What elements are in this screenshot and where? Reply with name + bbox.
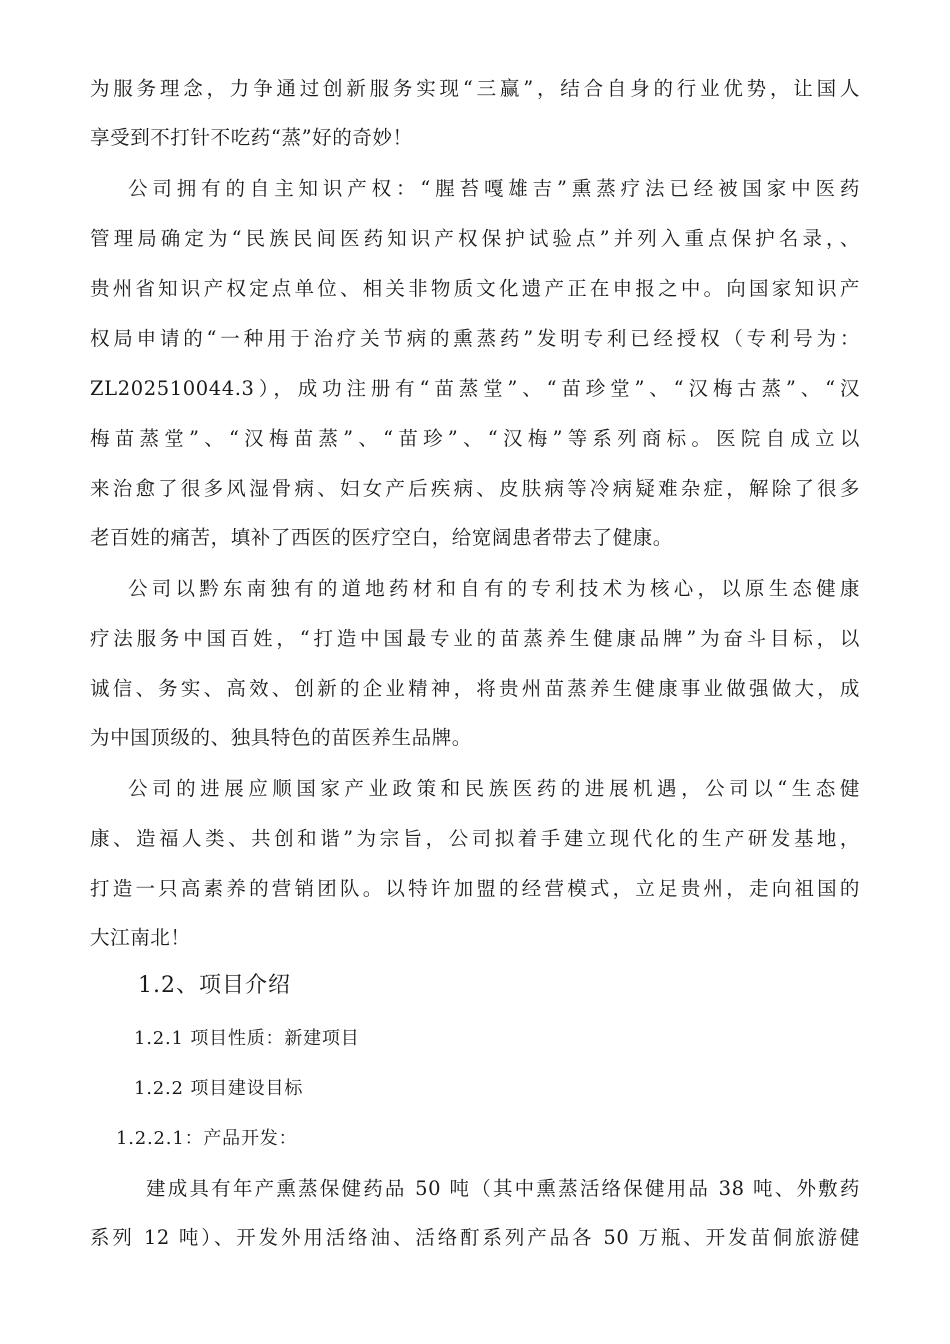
paragraph-first-line: 建成具有年产熏蒸保健药品 50 吨（其中熏蒸活络保健用品 38 吨、外敷药 — [146, 1177, 860, 1200]
body-text-line: 打造一只高素养的营销团队。以特许加盟的经营模式，立足贵州，走向祖国的 — [90, 877, 860, 900]
body-text-line: 享受到不打针不吃药“蒸”好的奇妙！ — [90, 126, 413, 149]
body-text-line: 为中国顶级的、独具特色的苗医养生品牌。 — [90, 726, 472, 749]
body-text-line: 为服务理念，力争通过创新服务实现“三赢”，结合自身的行业优势，让国人 — [90, 77, 860, 100]
body-text-line: 大江南北！ — [90, 926, 191, 949]
body-text-line: 诚信、务实、高效、创新的企业精神，将贵州苗蒸养生健康事业做强做大，成 — [90, 677, 860, 700]
body-text-line: 系列 12 吨）、开发外用活络油、活络酊系列产品各 50 万瓶、开发苗侗旅游健 — [90, 1226, 860, 1249]
body-text-line: 贵州省知识产权定点单位、相关非物质文化遗产正在申报之中。向国家知识产 — [90, 277, 860, 300]
body-text-line: 老百姓的痛苦，填补了西医的医疗空白，给宽阔患者带去了健康。 — [90, 526, 673, 549]
body-text-line: 管理局确定为“民族民间医药知识产权保护试验点”并列入重点保护名录，、 — [90, 227, 860, 250]
paragraph-first-line: 公司拥有的自主知识产权：“腥苔嘎雄吉”熏蒸疗法已经被国家中医药 — [128, 177, 860, 200]
subsection-heading: 1.2.2.1：产品开发： — [116, 1128, 298, 1149]
subsection-heading: 1.2.1 项目性质：新建项目 — [134, 1028, 360, 1049]
paragraph-first-line: 公司以黔东南独有的道地药材和自有的专利技术为核心，以原生态健康 — [128, 577, 860, 600]
subsection-heading: 1.2.2 项目建设目标 — [134, 1078, 304, 1099]
section-heading: 1.2、项目介绍 — [138, 973, 291, 998]
body-text-line: 康、造福人类、共创和谐”为宗旨，公司拟着手建立现代化的生产研发基地， — [90, 827, 860, 850]
body-text-line: ZL202510044.3），成功注册有“苗蒸堂”、“苗珍堂”、“汉梅古蒸”、“汉 — [90, 377, 860, 400]
body-text-line: 疗法服务中国百姓，“打造中国最专业的苗蒸养生健康品牌”为奋斗目标，以 — [90, 627, 860, 650]
paragraph-first-line: 公司的进展应顺国家产业政策和民族医药的进展机遇，公司以“生态健 — [128, 777, 860, 800]
body-text-line: 梅苗蒸堂”、“汉梅苗蒸”、“苗珍”、“汉梅”等系列商标。医院自成立以 — [90, 427, 860, 450]
body-text-line: 权局申请的“一种用于治疗关节病的熏蒸药”发明专利已经授权（专利号为： — [90, 327, 860, 350]
body-text-line: 来治愈了很多风湿骨病、妇女产后疾病、皮肤病等冷病疑难杂症，解除了很多 — [90, 477, 860, 500]
